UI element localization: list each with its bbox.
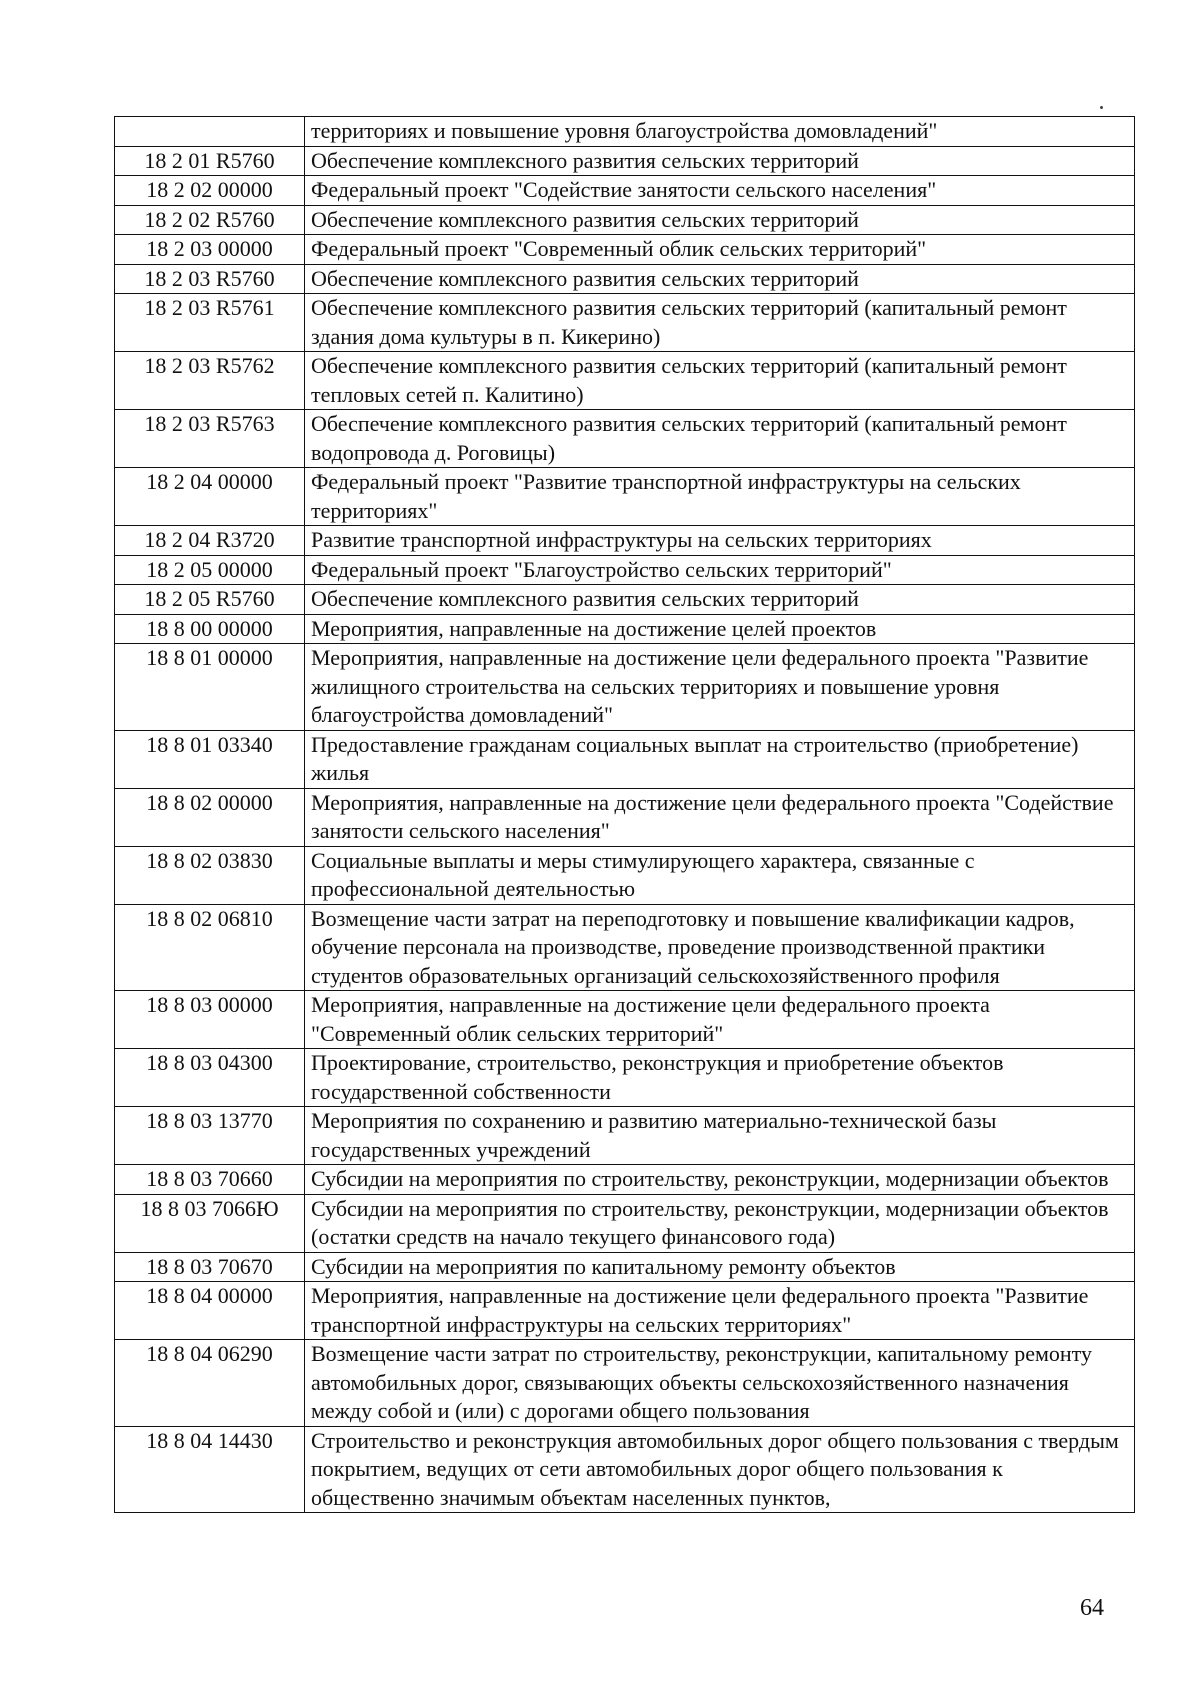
row-description: Обеспечение комплексного развития сельских территорий (капитальный ремонт здания дома культуры в п. Кикерино) — [305, 294, 1135, 352]
row-code: 18 2 03 00000 — [115, 235, 305, 265]
row-code: 18 8 03 70660 — [115, 1165, 305, 1195]
table-row — [115, 1282, 1135, 1340]
scan-speck — [1100, 106, 1103, 109]
row-code: 18 8 02 06810 — [115, 904, 305, 991]
row-code: 18 2 03 R5761 — [115, 294, 305, 352]
row-description: Социальные выплаты и меры стимулирующего характера, связанные с профессиональной деятельностью — [305, 846, 1135, 904]
row-code: 18 2 03 R5762 — [115, 352, 305, 410]
row-description: Возмещение части затрат по строительству, реконструкции, капитальному ремонту автомобильных дорог, связывающих объекты сельскохозяйственного назначения между собой и (или) с дорогами общего пользования — [305, 1340, 1135, 1427]
row-code: 18 8 01 00000 — [115, 644, 305, 731]
row-description: Проектирование, строительство, реконструкция и приобретение объектов государственной собственности — [305, 1049, 1135, 1107]
row-code: 18 2 03 R5760 — [115, 264, 305, 294]
table-row — [115, 1426, 1135, 1513]
row-description: Мероприятия, направленные на достижение цели федерального проекта "Развитие транспортной инфраструктуры на сельских территориях" — [305, 1282, 1135, 1340]
table-row — [115, 1252, 1135, 1282]
row-code: 18 8 01 03340 — [115, 730, 305, 788]
row-description: Предоставление гражданам социальных выплат на строительство (приобретение) жилья — [305, 730, 1135, 788]
row-code: 18 8 02 00000 — [115, 788, 305, 846]
row-description: Мероприятия по сохранению и развитию материально-технической базы государственных учреждений — [305, 1107, 1135, 1165]
row-description: Субсидии на мероприятия по строительству, реконструкции, модернизации объектов (остатки средств на начало текущего финансового года) — [305, 1194, 1135, 1252]
row-code: 18 2 05 00000 — [115, 555, 305, 585]
table-row — [115, 991, 1135, 1049]
row-code: 18 8 04 00000 — [115, 1282, 305, 1340]
row-description: Мероприятия, направленные на достижение целей проектов — [305, 614, 1135, 644]
table-row — [115, 904, 1135, 991]
table-row — [115, 585, 1135, 615]
table-row — [115, 614, 1135, 644]
row-code: 18 8 03 13770 — [115, 1107, 305, 1165]
table-row — [115, 264, 1135, 294]
row-description: Строительство и реконструкция автомобильных дорог общего пользования с твердым покрытием, ведущих от сети автомобильных дорог общего пользования к общественно значимым объектам населенных пунктов, — [305, 1426, 1135, 1513]
row-code: 18 8 03 00000 — [115, 991, 305, 1049]
row-description: Мероприятия, направленные на достижение цели федерального проекта "Содействие занятости сельского населения" — [305, 788, 1135, 846]
table-row — [115, 146, 1135, 176]
row-description: Обеспечение комплексного развития сельских территорий (капитальный ремонт водопровода д. Роговицы) — [305, 410, 1135, 468]
table-row — [115, 730, 1135, 788]
budget-codes-table — [114, 116, 1135, 1513]
row-description: Федеральный проект "Содействие занятости сельского населения" — [305, 176, 1135, 206]
page-number: 64 — [1080, 1595, 1104, 1621]
table-row — [115, 526, 1135, 556]
row-code: 18 2 02 00000 — [115, 176, 305, 206]
row-description: Развитие транспортной инфраструктуры на сельских территориях — [305, 526, 1135, 556]
row-description: Субсидии на мероприятия по капитальному ремонту объектов — [305, 1252, 1135, 1282]
row-description: Обеспечение комплексного развития сельских территорий — [305, 205, 1135, 235]
row-description: Обеспечение комплексного развития сельских территорий (капитальный ремонт тепловых сетей п. Калитино) — [305, 352, 1135, 410]
row-description: Обеспечение комплексного развития сельских территорий — [305, 146, 1135, 176]
row-description: Мероприятия, направленные на достижение цели федерального проекта "Развитие жилищного строительства на сельских территориях и повышение уровня благоустройства домовладений" — [305, 644, 1135, 731]
table-row — [115, 1049, 1135, 1107]
row-description: Субсидии на мероприятия по строительству, реконструкции, модернизации объектов — [305, 1165, 1135, 1195]
row-code: 18 2 05 R5760 — [115, 585, 305, 615]
table-row — [115, 788, 1135, 846]
table-row — [115, 294, 1135, 352]
row-description: Федеральный проект "Благоустройство сельских территорий" — [305, 555, 1135, 585]
table-row — [115, 846, 1135, 904]
row-code: 18 8 04 06290 — [115, 1340, 305, 1427]
table-row — [115, 1107, 1135, 1165]
row-code — [115, 117, 305, 147]
row-code: 18 8 03 70670 — [115, 1252, 305, 1282]
table-row — [115, 644, 1135, 731]
row-code: 18 8 04 14430 — [115, 1426, 305, 1513]
row-code: 18 2 01 R5760 — [115, 146, 305, 176]
row-description: Возмещение части затрат на переподготовку и повышение квалификации кадров, обучение персонала на производстве, проведение производственной практики студентов образовательных организаций сельскохозяйственного профиля — [305, 904, 1135, 991]
table-row — [115, 235, 1135, 265]
row-code: 18 8 03 04300 — [115, 1049, 305, 1107]
table-row — [115, 468, 1135, 526]
row-description: Федеральный проект "Развитие транспортной инфраструктуры на сельских территориях" — [305, 468, 1135, 526]
row-code: 18 2 03 R5763 — [115, 410, 305, 468]
row-code: 18 2 02 R5760 — [115, 205, 305, 235]
table-row — [115, 555, 1135, 585]
row-code: 18 2 04 R3720 — [115, 526, 305, 556]
row-description: территориях и повышение уровня благоустройства домовладений" — [305, 117, 1135, 147]
row-code: 18 8 00 00000 — [115, 614, 305, 644]
table-row — [115, 205, 1135, 235]
row-code: 18 2 04 00000 — [115, 468, 305, 526]
table-row — [115, 1340, 1135, 1427]
row-description: Федеральный проект "Современный облик сельских территорий" — [305, 235, 1135, 265]
row-code: 18 8 02 03830 — [115, 846, 305, 904]
table-body — [115, 117, 1135, 1513]
table-row — [115, 410, 1135, 468]
table-row — [115, 176, 1135, 206]
table-row — [115, 1194, 1135, 1252]
table-row — [115, 352, 1135, 410]
row-description: Мероприятия, направленные на достижение цели федерального проекта "Современный облик сельских территорий" — [305, 991, 1135, 1049]
table-row — [115, 117, 1135, 147]
row-code: 18 8 03 7066Ю — [115, 1194, 305, 1252]
row-description: Обеспечение комплексного развития сельских территорий — [305, 585, 1135, 615]
row-description: Обеспечение комплексного развития сельских территорий — [305, 264, 1135, 294]
table-row — [115, 1165, 1135, 1195]
